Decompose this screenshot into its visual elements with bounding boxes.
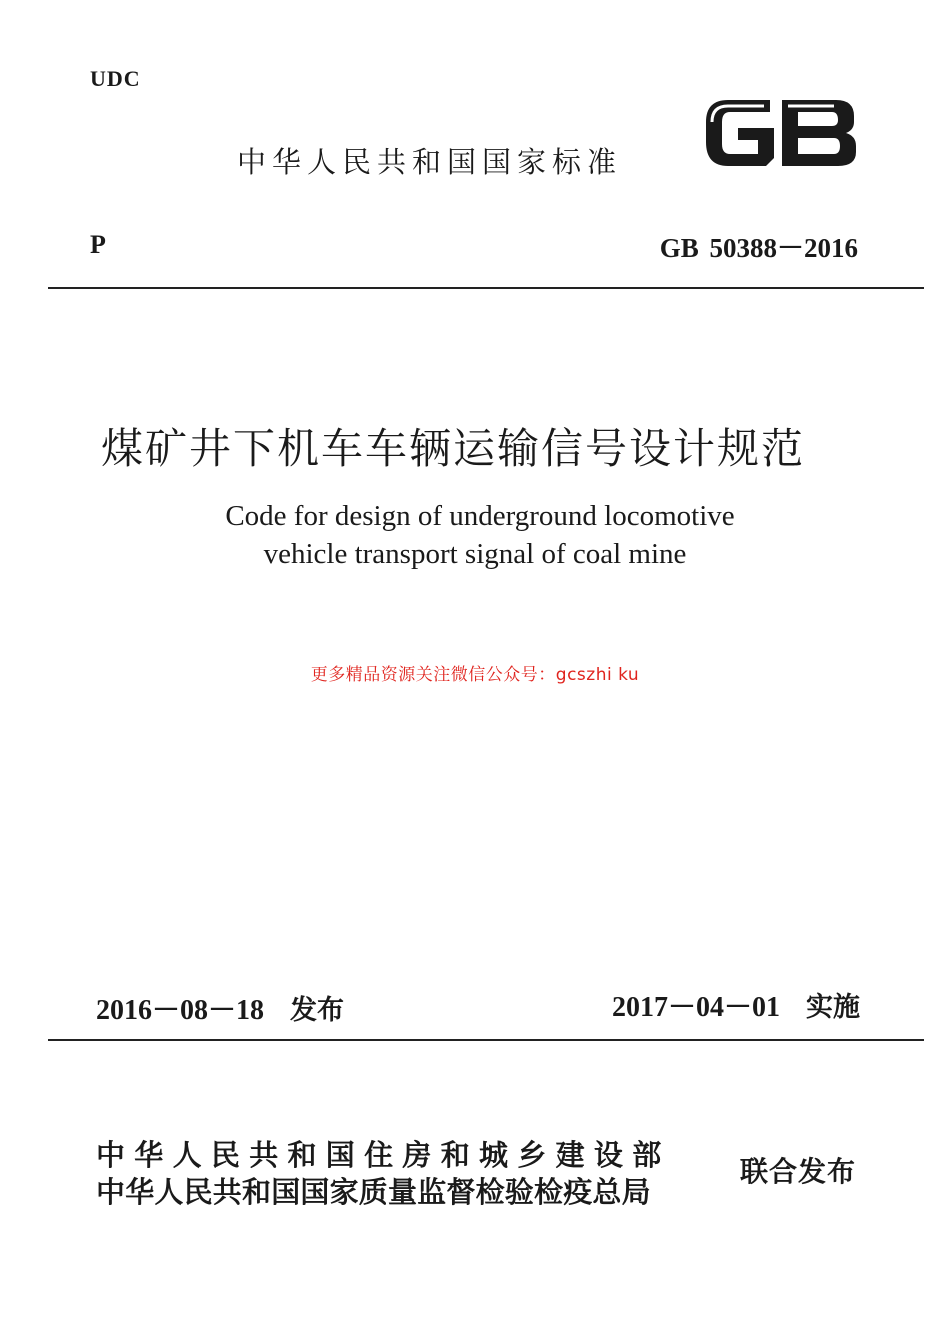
publisher-ministry-housing: 中华人民共和国住房和城乡建设部 (96, 1138, 671, 1172)
implement-label: 实施 (806, 992, 860, 1023)
bottom-divider (48, 1039, 924, 1041)
title-english-line1: Code for design of underground locomotive (225, 500, 735, 532)
issue-date-row (96, 988, 344, 1028)
promo-watermark-text: 更多精品资源关注微信公众号：gcszhi ku (310, 665, 640, 685)
gb-logo (700, 92, 860, 172)
issue-date: 2016－08－18 (96, 995, 265, 1026)
udc-label: UDC (90, 66, 141, 91)
title-chinese: 煤矿井下机车车辆运输信号设计规范 (100, 424, 805, 473)
national-standard-heading: 中华人民共和国国家标准 (237, 145, 623, 179)
issue-label: 发布 (290, 995, 345, 1026)
joint-issue-label: 联合发布 (740, 1155, 857, 1188)
standard-number: GB 50388－2016 (659, 233, 858, 263)
title-english-line2: vehicle transport signal of coal mine (263, 538, 687, 570)
implement-date-row (612, 985, 860, 1025)
category-code: P (90, 230, 106, 259)
publisher-aqsiq: 中华人民共和国国家质量监督检验检疫总局 (96, 1175, 651, 1209)
top-divider (48, 287, 924, 289)
implement-date: 2017－04－01 (611, 992, 780, 1023)
